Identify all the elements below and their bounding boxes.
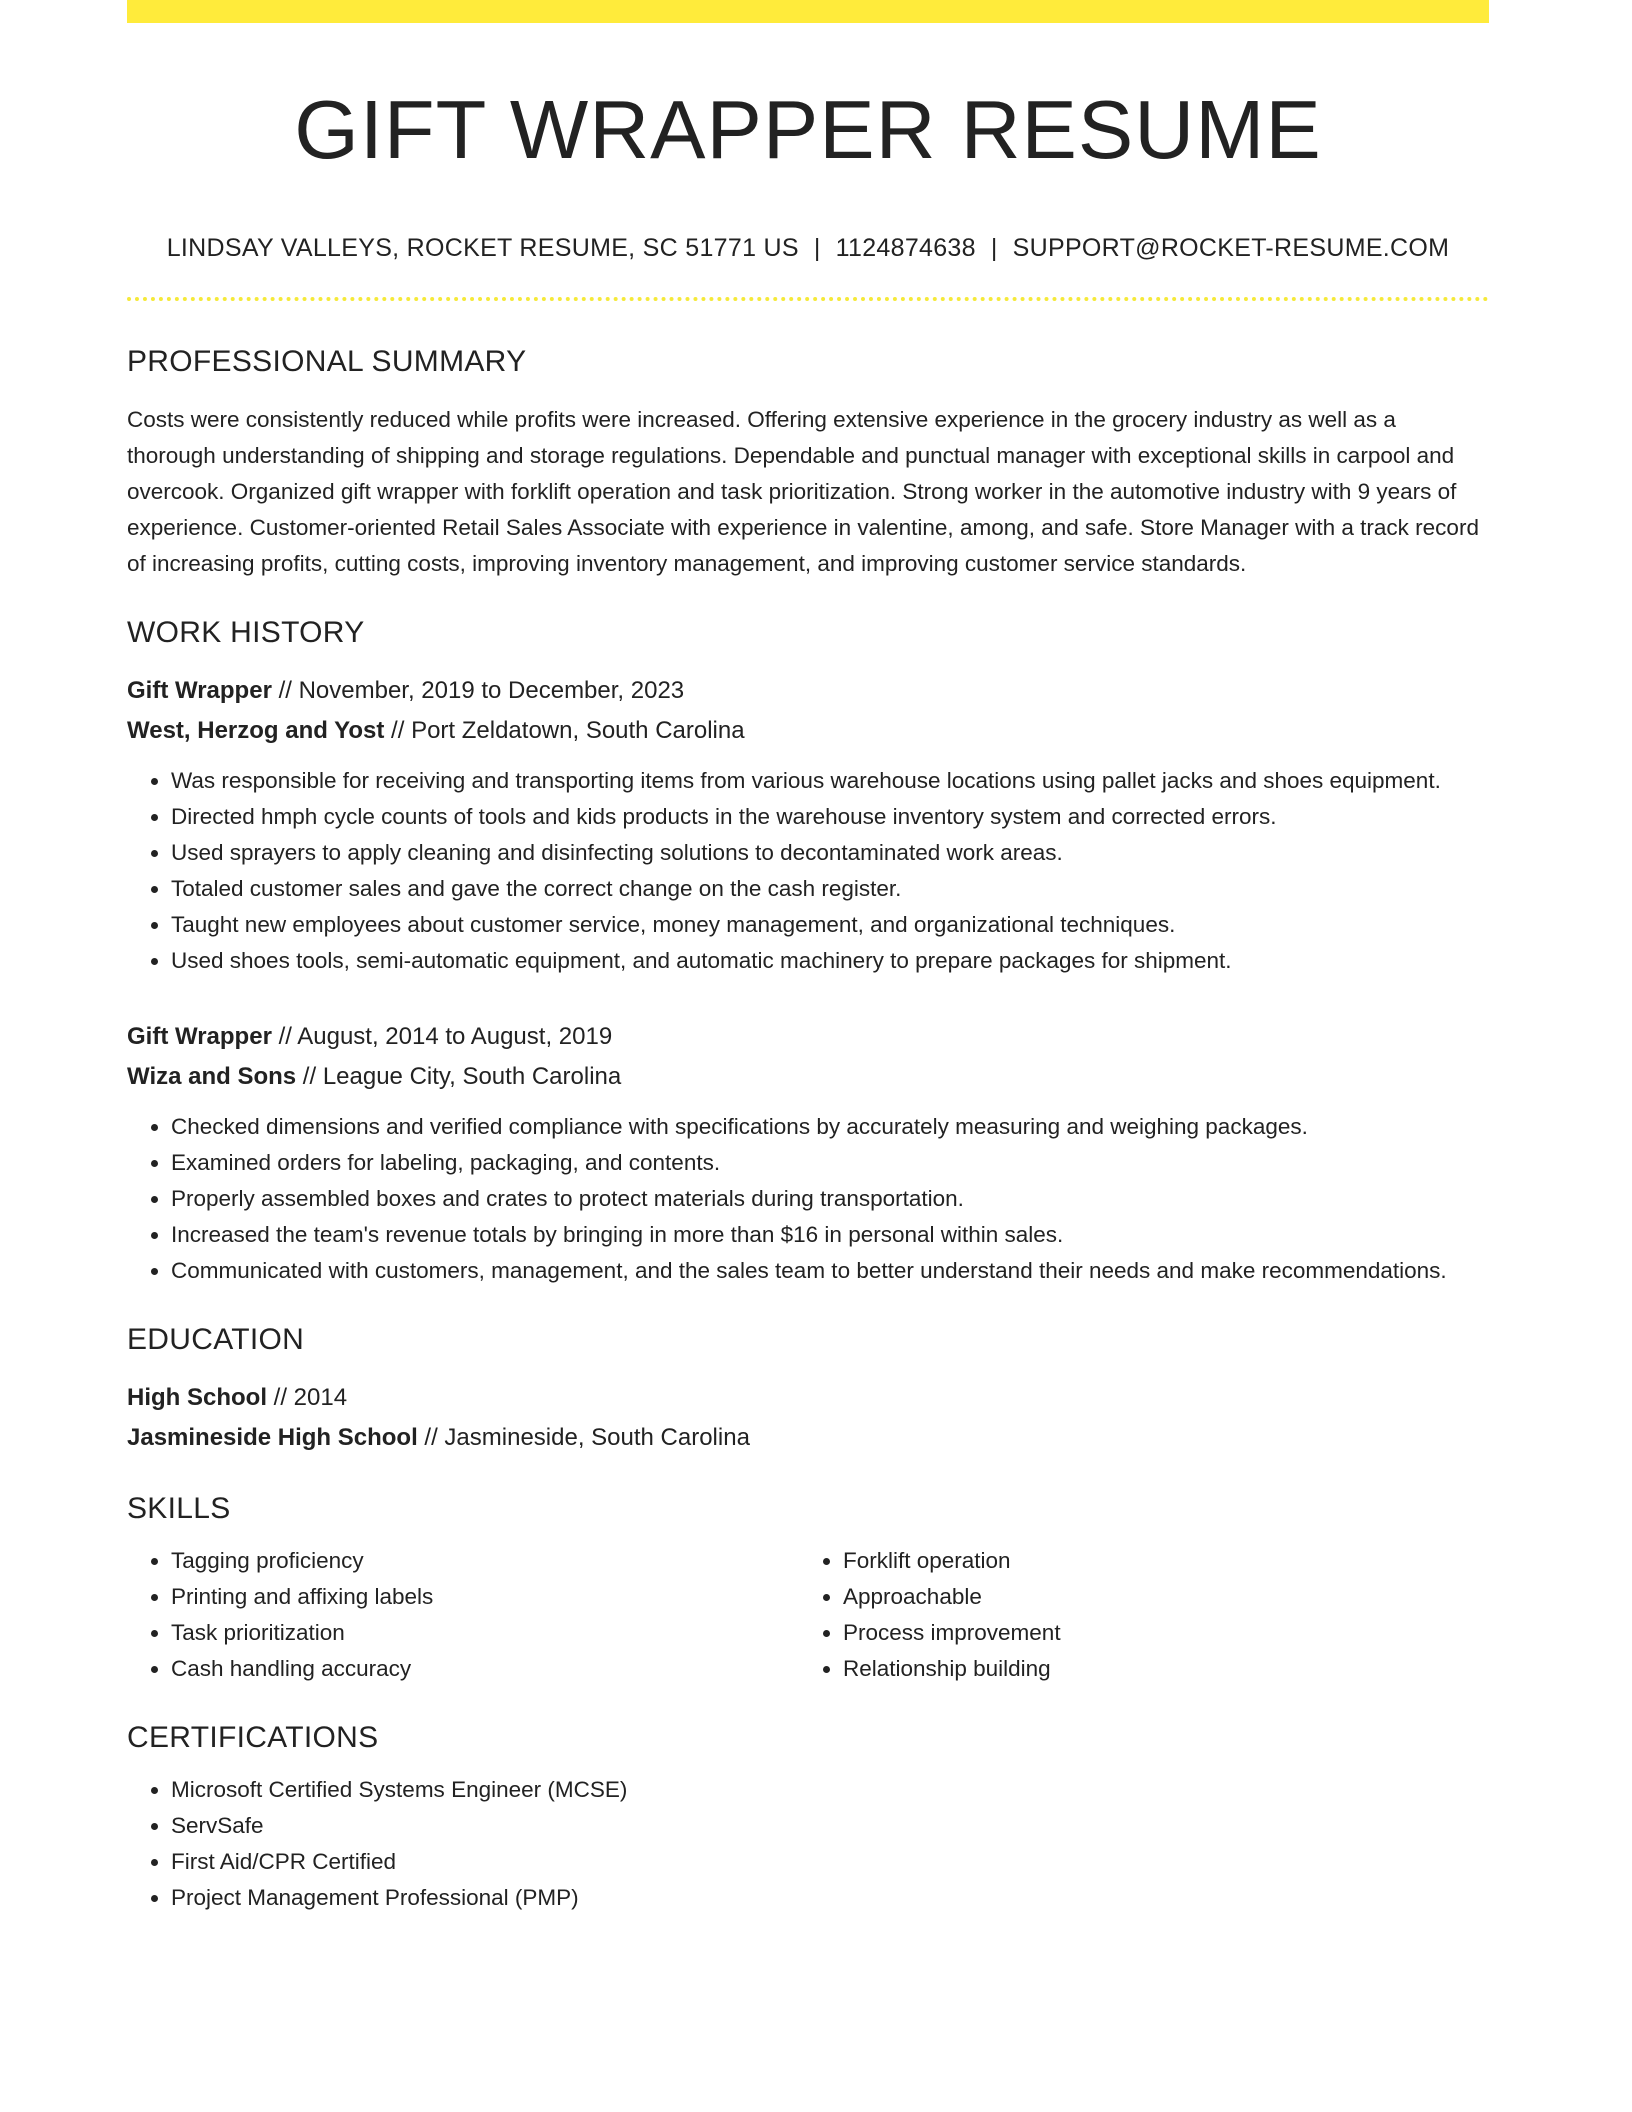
list-item: • Tagging proficiency xyxy=(171,1543,799,1579)
resume-title: GIFT WRAPPER RESUME xyxy=(294,83,1322,176)
job-location: // Port Zeldatown, South Carolina xyxy=(384,717,745,745)
list-item: • Approachable xyxy=(843,1579,1471,1615)
summary-heading: PROFESSIONAL SUMMARY xyxy=(127,345,527,379)
job-title: Gift Wrapper xyxy=(127,677,272,705)
contact-line xyxy=(127,233,1489,263)
contact-separator: | xyxy=(813,234,821,263)
education-degree: High School xyxy=(127,1384,267,1412)
education-location: // Jasmineside, South Carolina xyxy=(417,1424,750,1452)
list-item: • Was responsible for receiving and transporting items from various warehouse locations using pallet jacks and shoes equipment. xyxy=(171,763,1489,799)
education-year: // 2014 xyxy=(267,1384,348,1412)
list-item: • Increased the team's revenue totals by bringing in more than $16 in personal within sales. xyxy=(171,1217,1489,1253)
list-item: • ServSafe xyxy=(171,1808,1489,1844)
list-item: • Used sprayers to apply cleaning and disinfecting solutions to decontaminated work areas. xyxy=(171,835,1489,871)
list-item: • Directed hmph cycle counts of tools and kids products in the warehouse inventory system and corrected errors. xyxy=(171,799,1489,835)
contact-phone: 1124874638 xyxy=(835,234,976,263)
list-item: • Process improvement xyxy=(843,1615,1471,1651)
list-item: • Examined orders for labeling, packaging, and contents. xyxy=(171,1145,1489,1181)
list-item: • First Aid/CPR Certified xyxy=(171,1844,1489,1880)
list-item: • Relationship building xyxy=(843,1651,1471,1687)
contact-separator: | xyxy=(990,234,998,263)
skills-list-right xyxy=(799,1543,1471,1687)
job-duties-list xyxy=(127,763,1489,979)
list-item: • Task prioritization xyxy=(171,1615,799,1651)
job-dates: // August, 2014 to August, 2019 xyxy=(271,1023,613,1051)
list-item: • Printing and affixing labels xyxy=(171,1579,799,1615)
job-title: Gift Wrapper xyxy=(127,1023,272,1051)
job-location: // League City, South Carolina xyxy=(296,1063,622,1091)
education-school-line xyxy=(127,1418,1489,1458)
list-item: • Project Management Professional (PMP) xyxy=(171,1880,1489,1916)
job-company: West, Herzog and Yost xyxy=(127,717,385,745)
accent-top-bar xyxy=(127,0,1489,23)
education-school: Jasmineside High School xyxy=(127,1424,418,1452)
skills-list-left xyxy=(127,1543,799,1687)
contact-email: SUPPORT@ROCKET-RESUME.COM xyxy=(1012,234,1450,263)
list-item: • Checked dimensions and verified compliance with specifications by accurately measuring and weighing packages. xyxy=(171,1109,1489,1145)
list-item: • Communicated with customers, management, and the sales team to better understand their needs and make recommendations. xyxy=(171,1253,1489,1289)
job-title-line xyxy=(127,671,1489,711)
education-degree-line xyxy=(127,1378,1489,1418)
job-title-line xyxy=(127,1017,1489,1057)
job-company: Wiza and Sons xyxy=(127,1063,297,1091)
work-history-heading: WORK HISTORY xyxy=(127,616,365,650)
job-company-line xyxy=(127,1057,1489,1097)
certifications-heading: CERTIFICATIONS xyxy=(127,1721,379,1755)
education-heading: EDUCATION xyxy=(127,1323,305,1357)
summary-text: Costs were consistently reduced while profits were increased. Offering extensive experience in the grocery industry as well as a thorough understanding of shipping and storage regulations. Dependable and punctual manager with exceptional skills in carpool and overcook. Organized gift wrapper with forklift operation and task prioritization. Strong worker in the automotive industry with 9 years of experience. Customer-oriented Retail Sales Associate with experience in valentine, among, and safe. Store Manager with a track record of increasing profits, cutting costs, improving inventory management, and improving customer service standards. xyxy=(127,407,1479,577)
job-company-line xyxy=(127,711,1489,751)
job-duties-list xyxy=(127,1109,1489,1289)
dotted-divider xyxy=(127,297,1489,301)
certifications-list xyxy=(127,1772,1489,1916)
list-item: • Used shoes tools, semi-automatic equipment, and automatic machinery to prepare packages for shipment. xyxy=(171,943,1489,979)
skills-heading: SKILLS xyxy=(127,1492,231,1526)
list-item: • Forklift operation xyxy=(843,1543,1471,1579)
skills-columns xyxy=(127,1543,1489,1687)
list-item: • Totaled customer sales and gave the correct change on the cash register. xyxy=(171,871,1489,907)
job-entry xyxy=(127,1017,1489,1289)
list-item: • Microsoft Certified Systems Engineer (MCSE) xyxy=(171,1772,1489,1808)
list-item: • Cash handling accuracy xyxy=(171,1651,799,1687)
list-item: • Taught new employees about customer service, money management, and organizational techniques. xyxy=(171,907,1489,943)
job-dates: // November, 2019 to December, 2023 xyxy=(271,677,685,705)
resume-page xyxy=(127,0,1489,1916)
contact-address: LINDSAY VALLEYS, ROCKET RESUME, SC 51771 US xyxy=(166,234,799,263)
education-entry xyxy=(127,1378,1489,1458)
list-item: • Properly assembled boxes and crates to protect materials during transportation. xyxy=(171,1181,1489,1217)
job-entry xyxy=(127,671,1489,979)
